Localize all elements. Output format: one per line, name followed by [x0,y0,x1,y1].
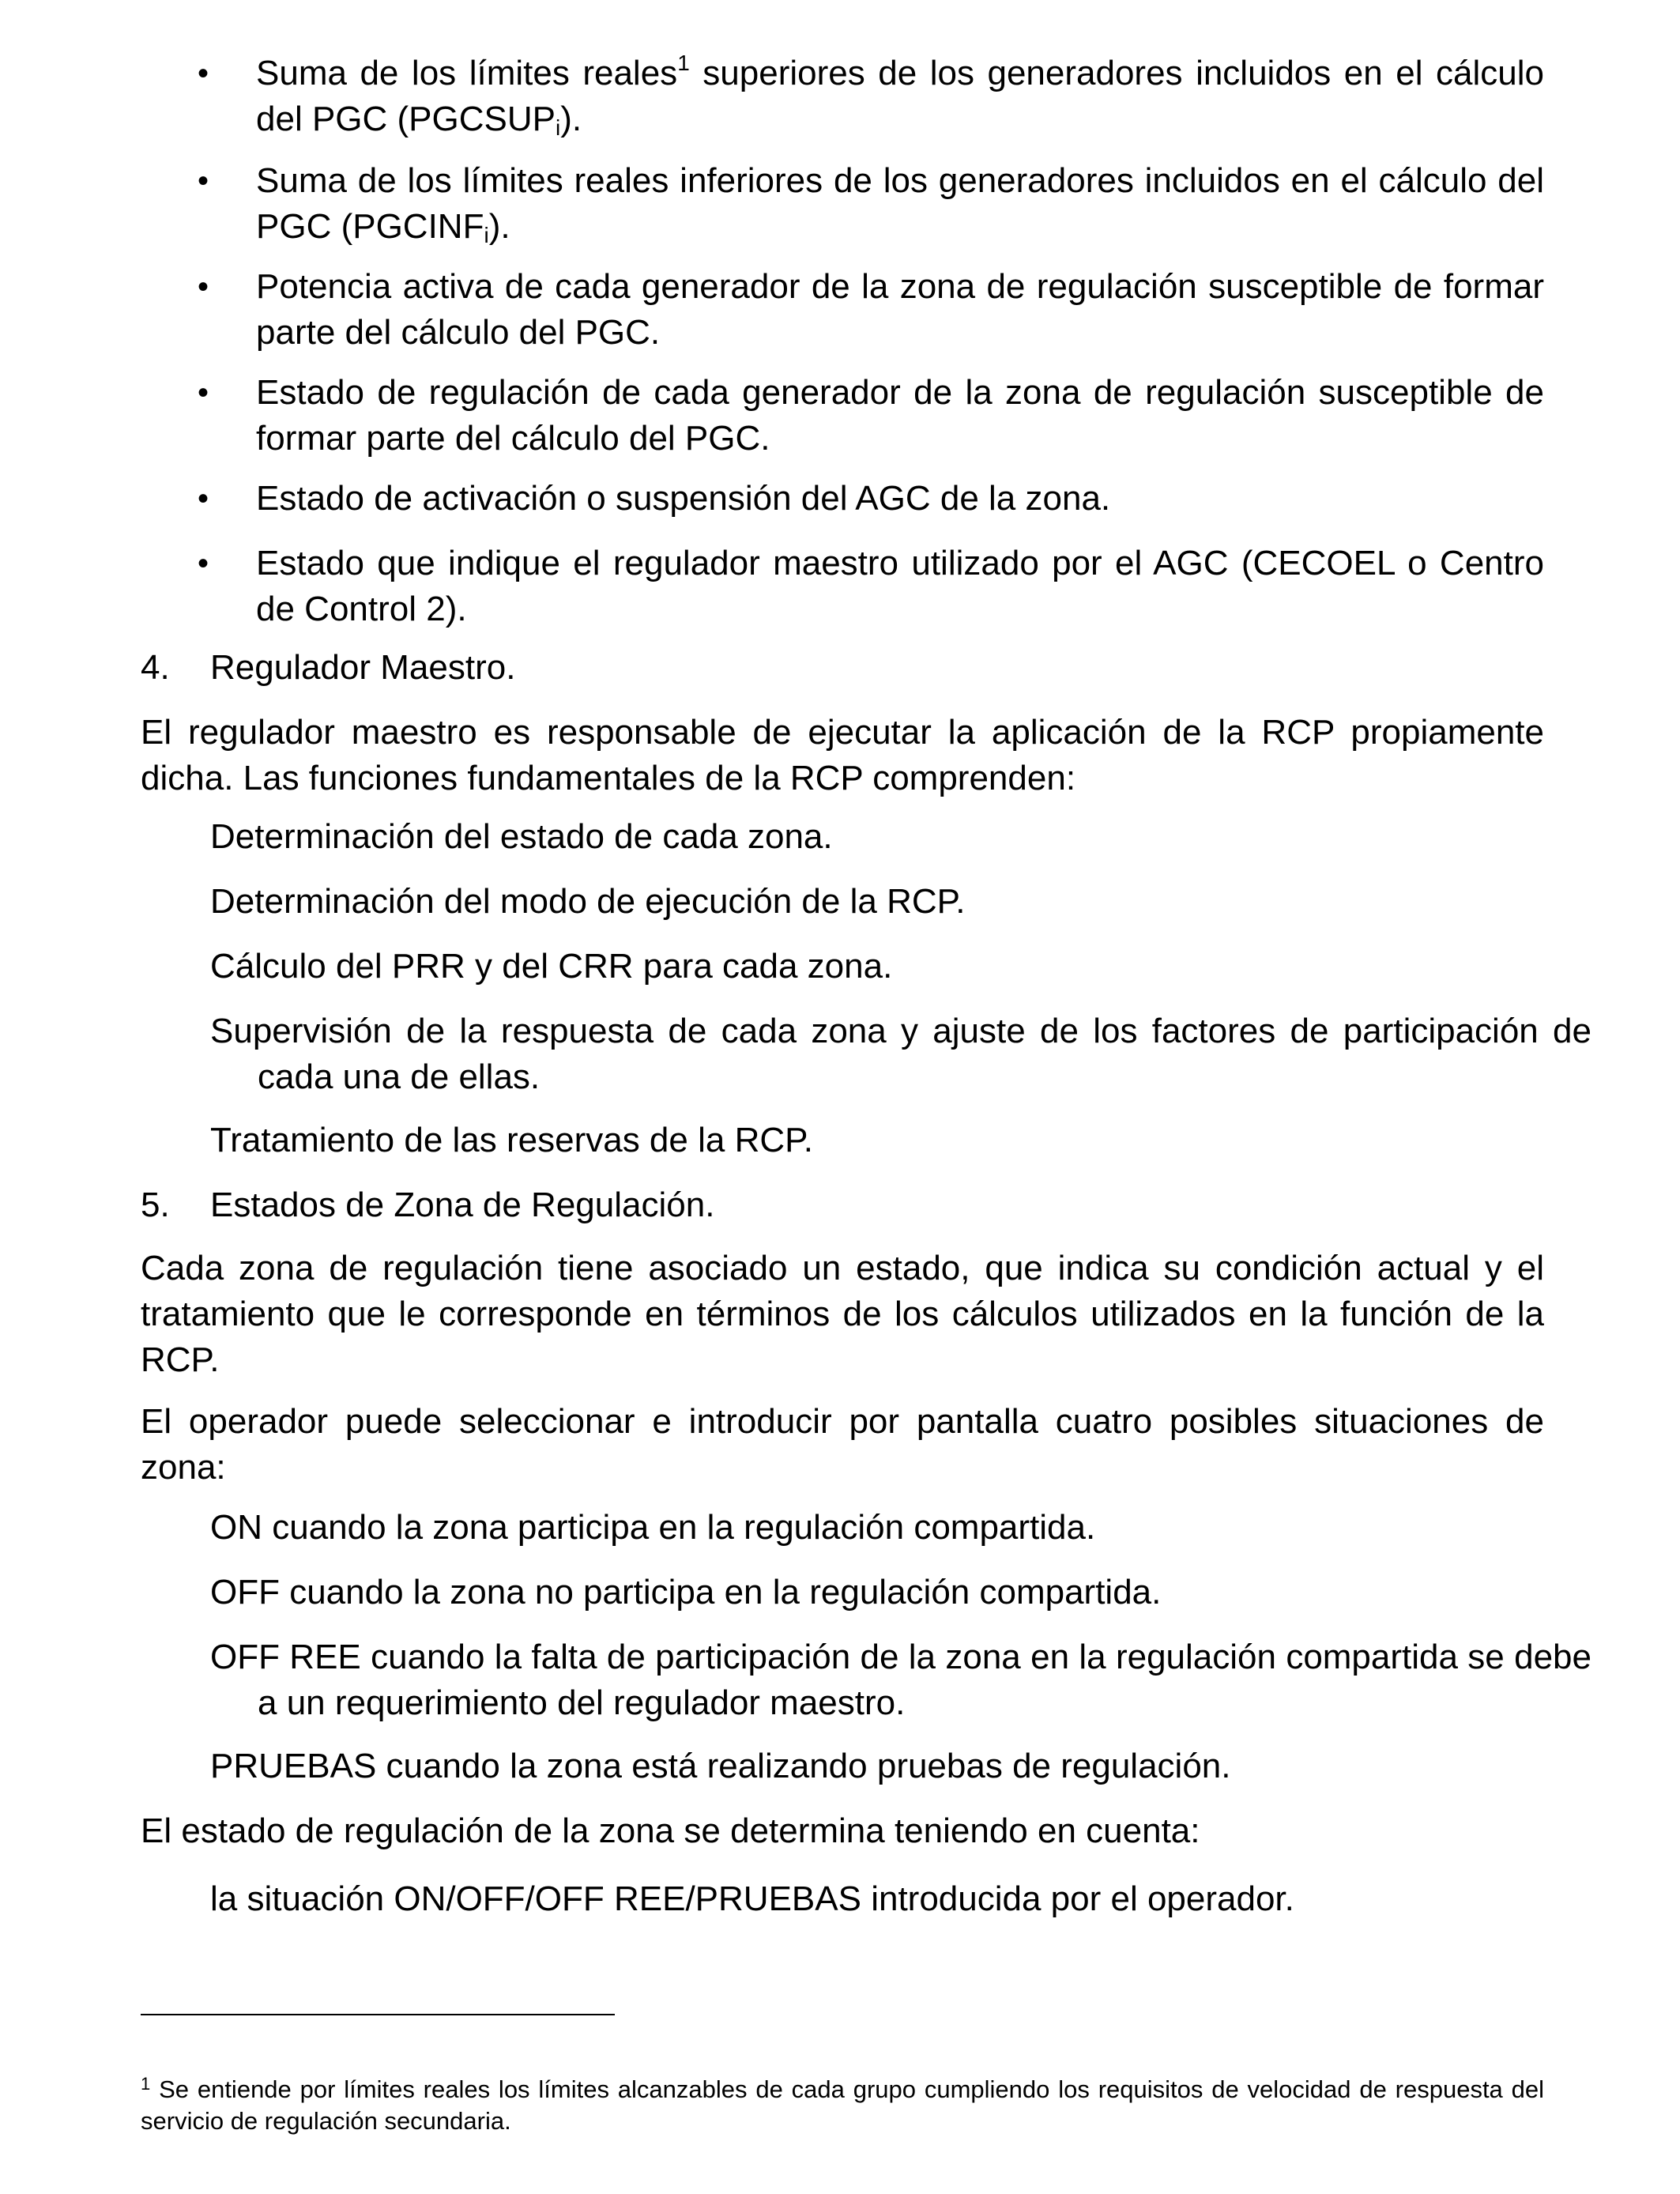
bullet-marker: • [198,481,209,516]
paragraph-operador: El operador puede seleccionar e introducir por pantalla cuatro posibles situaciones de zona: [141,1402,1544,1487]
bullet-item-6: Estado que indique el regulador maestro utilizado por el AGC (CECOEL o Centro de Control 2). [256,544,1544,628]
section-number: 5. [141,1186,170,1224]
paragraph-regulador: El regulador maestro es responsable de ejecutar la aplicación de la RCP propiamente dicha. Las funciones fundamentales de la RCP comprenden: [141,713,1544,797]
section-number: 4. [141,648,170,687]
function-item-3: Cálculo del PRR y del CRR para cada zona. [210,947,893,986]
situation-item-on: ON cuando la zona participa en la regulación compartida. [210,1508,1096,1547]
situation-item-off-ree: OFF REE cuando la falta de participación de la zona en la regulación compartida se debe a un requerimiento del regulador maestro. [210,1638,1591,1722]
footnote [141,2074,1544,2137]
bullet-marker: • [198,270,209,304]
situation-item-pruebas: PRUEBAS cuando la zona está realizando pruebas de regulación. [210,1747,1231,1785]
function-item-5: Tratamiento de las reservas de la RCP. [210,1121,814,1159]
function-item-4: Supervisión de la respuesta de cada zona y ajuste de los factores de participación de cada una de ellas. [210,1012,1591,1096]
section-title: Regulador Maestro. [210,648,516,687]
bullet-marker: • [198,546,209,581]
function-item-2: Determinación del modo de ejecución de la RCP. [210,882,966,921]
paragraph-estado: Cada zona de regulación tiene asociado un estado, que indica su condición actual y el tratamiento que le corresponde en términos de los cálculos utilizados en la función de la RCP. [141,1249,1544,1379]
footnote-text: Se entiende por límites reales los límites alcanzables de cada grupo cumpliendo los requisitos de velocidad de respuesta del servicio de regulación secundaria. [141,2075,1544,2135]
bullet-marker: • [198,164,209,198]
bullet-item-4: Estado de regulación de cada generador de la zona de regulación susceptible de formar parte del cálculo del PGC. [256,373,1544,458]
consider-item: la situación ON/OFF/OFF REE/PRUEBAS introducida por el operador. [210,1879,1294,1918]
situation-item-off: OFF cuando la zona no participa en la regulación compartida. [210,1573,1162,1612]
bullet-item-1: Suma de los límites reales$^1$ superiores de los generadores incluidos en el cálculo del PGC $(PGCSUP_i)$. [256,51,1544,140]
footnote-mark: 1 [141,2074,151,2094]
bullet-item-5: Estado de activación o suspensión del AGC de la zona. [256,479,1111,518]
footnote-separator [141,2014,615,2015]
section-title: Estados de Zona de Regulación. [210,1186,715,1224]
bullet-item-2: Suma de los límites reales inferiores de los generadores incluidos en el cálculo del PGC $(PGCINF_i)$. [256,161,1544,247]
bullet-item-3: Potencia activa de cada generador de la zona de regulación susceptible de formar parte del cálculo del PGC. [256,267,1544,352]
bullet-marker: • [198,375,209,410]
bullet-marker: • [198,56,209,91]
section-5-heading [141,1182,714,1228]
section-4-heading [141,645,515,691]
paragraph-determina: El estado de regulación de la zona se determina teniendo en cuenta: [141,1811,1200,1850]
function-item-1: Determinación del estado de cada zona. [210,817,833,856]
